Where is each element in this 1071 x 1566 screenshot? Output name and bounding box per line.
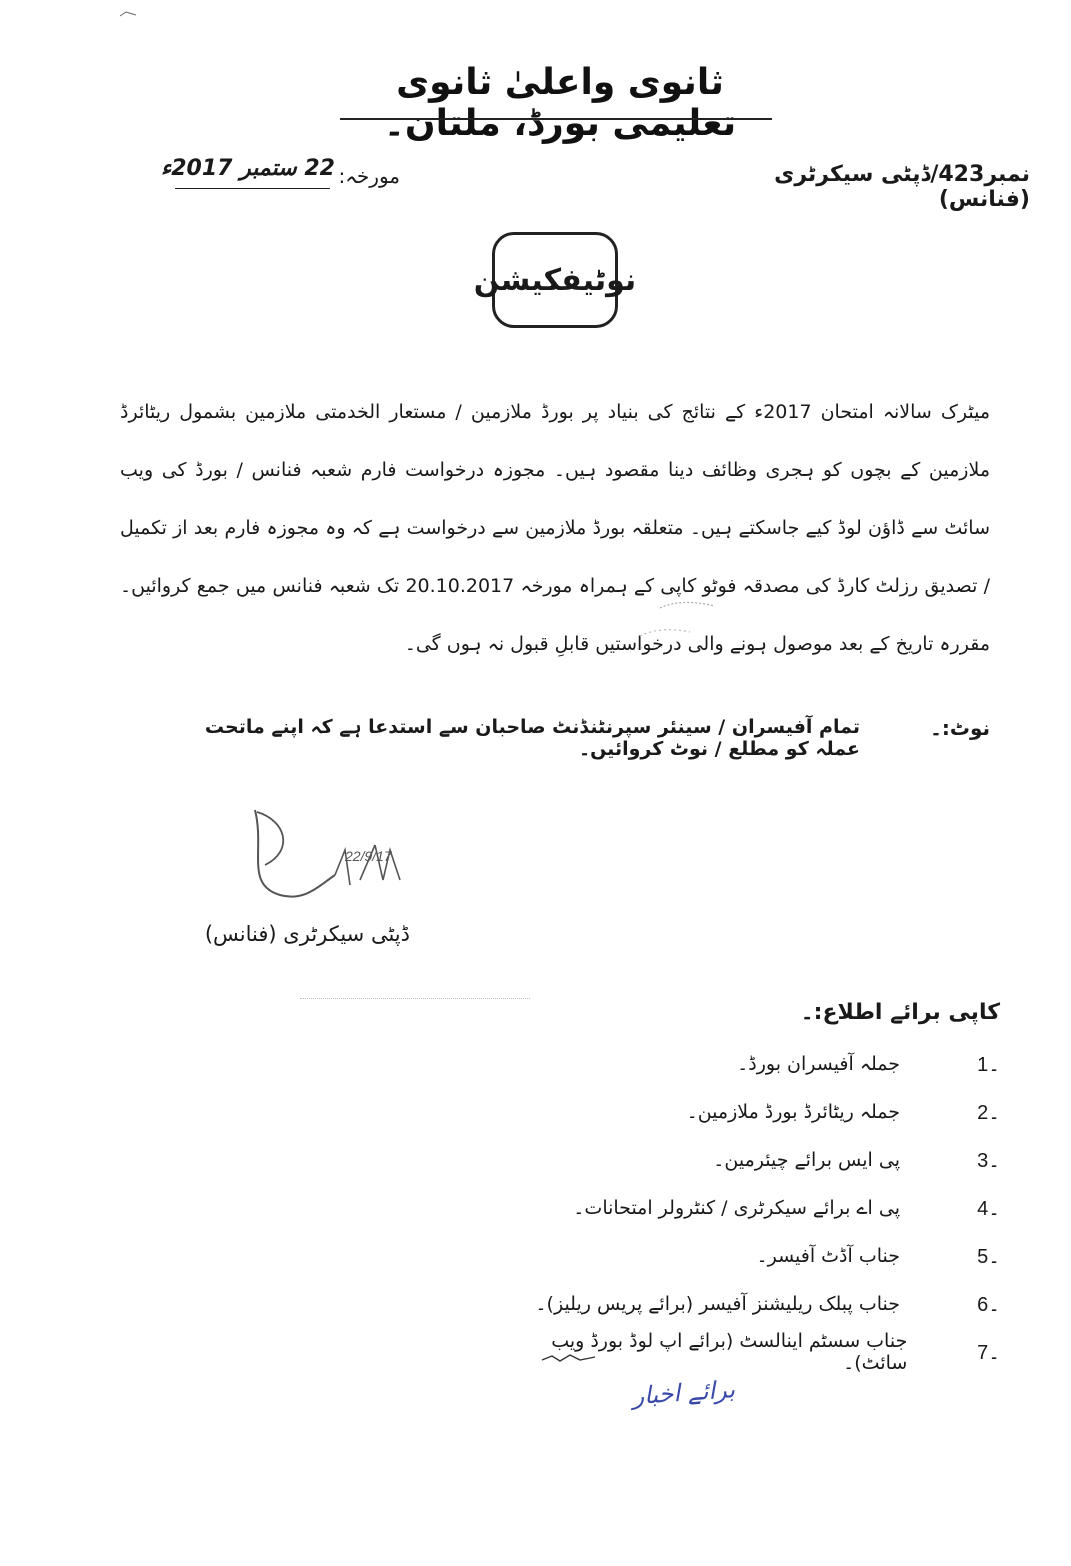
copy-list-item: [520, 1184, 1000, 1232]
signature-icon: [225, 790, 425, 910]
signatory-title: ڈپٹی سیکرٹری (فنانس): [204, 922, 410, 946]
copy-item-number: 7۔: [977, 1341, 1000, 1364]
copy-item-text: جناب آڈٹ آفیسر۔: [756, 1245, 900, 1267]
handwritten-note: برائے اخبار: [631, 1375, 736, 1411]
note-text: تمام آفیسران / سینئر سپرنٹنڈنٹ صاحبان سے استدعا ہے کہ اپنے ماتحت عملہ کو مطلع / نوٹ کروائیں۔: [204, 716, 860, 760]
copy-item-text: پی ایس برائے چیئرمین۔: [713, 1149, 900, 1171]
copy-item-number: 2۔: [977, 1101, 1000, 1124]
copy-item-number: 3۔: [977, 1149, 1000, 1172]
copy-item-text: پی اے برائے سیکرٹری / کنٹرولر امتحانات۔: [573, 1197, 900, 1219]
copy-list-item: [520, 1232, 1000, 1280]
copy-item-number: 6۔: [977, 1293, 1000, 1316]
scan-mark-icon: [118, 10, 138, 18]
copy-item-text: جناب پبلک ریلیشنز آفیسر (برائے پریس ریلیز)۔: [535, 1293, 900, 1315]
copy-item-text: جملہ آفیسران بورڈ۔: [737, 1053, 900, 1075]
note-label: نوٹ:۔: [930, 716, 990, 740]
copy-item-number: 1۔: [977, 1053, 1000, 1076]
copy-item-number: 5۔: [977, 1245, 1000, 1268]
date-label: مورخہ:: [338, 164, 400, 188]
notification-title: نوٹیفکیشن: [473, 262, 637, 298]
copy-list-item: [520, 1280, 1000, 1328]
board-title: ثانوی واعلیٰ ثانوی تعلیمی بورڈ، ملتان۔: [383, 62, 737, 144]
copy-list-item: [520, 1136, 1000, 1184]
ink-scribble-icon: [540, 1352, 600, 1366]
faint-divider: [300, 998, 530, 999]
copy-item-text: جملہ ریٹائرڈ بورڈ ملازمین۔: [686, 1101, 900, 1123]
pencil-scribble-icon: [620, 596, 730, 656]
date-underline: [175, 188, 330, 189]
copy-list-item: [520, 1088, 1000, 1136]
copy-heading: کاپی برائے اطلاع:۔: [800, 1000, 1000, 1025]
copy-list-item: [520, 1040, 1000, 1088]
copy-item-number: 4۔: [977, 1197, 1000, 1220]
copy-list: [520, 1040, 1000, 1376]
header-underline: [340, 118, 772, 120]
copy-item-text: جناب سسٹم اینالسٹ (برائے اپ لوڈ بورڈ ویب سائٹ)۔: [551, 1330, 908, 1374]
date-value: 22 ستمبر 2017ء: [160, 156, 335, 181]
notification-box: [473, 232, 637, 328]
body-paragraph: میٹرک سالانہ امتحان 2017ء کے نتائج کی بنیاد پر بورڈ ملازمین / مستعار الخدمتی ملازمین بشمول ریٹائرڈ ملازمین کے بچوں کو ہجری وظائف دینا مقصود ہیں۔ مجوزہ درخواست فارم شعبہ فنانس / بورڈ کی ویب سائٹ سے ڈاؤن لوڈ کیے جاسکتے ہیں۔ متعلقہ بورڈ ملازمین سے درخواست ہے کہ وہ مجوزہ فارم بعد از تکمیل / تصدیق رزلٹ کارڈ کی مصدقہ فوٹو کاپی کے ہمراہ مورخہ 20.10.2017 تک شعبہ فنانس میں جمع کروائیں۔ مقررہ تاریخ کے بعد موصول ہونے والی درخواستیں قابلِ قبول نہ ہوں گی۔: [120, 401, 990, 655]
signature-date: 22/9/17: [345, 848, 392, 864]
reference-number: نمبر423/ڈپٹی سیکرٹری (فنانس): [774, 162, 1030, 212]
